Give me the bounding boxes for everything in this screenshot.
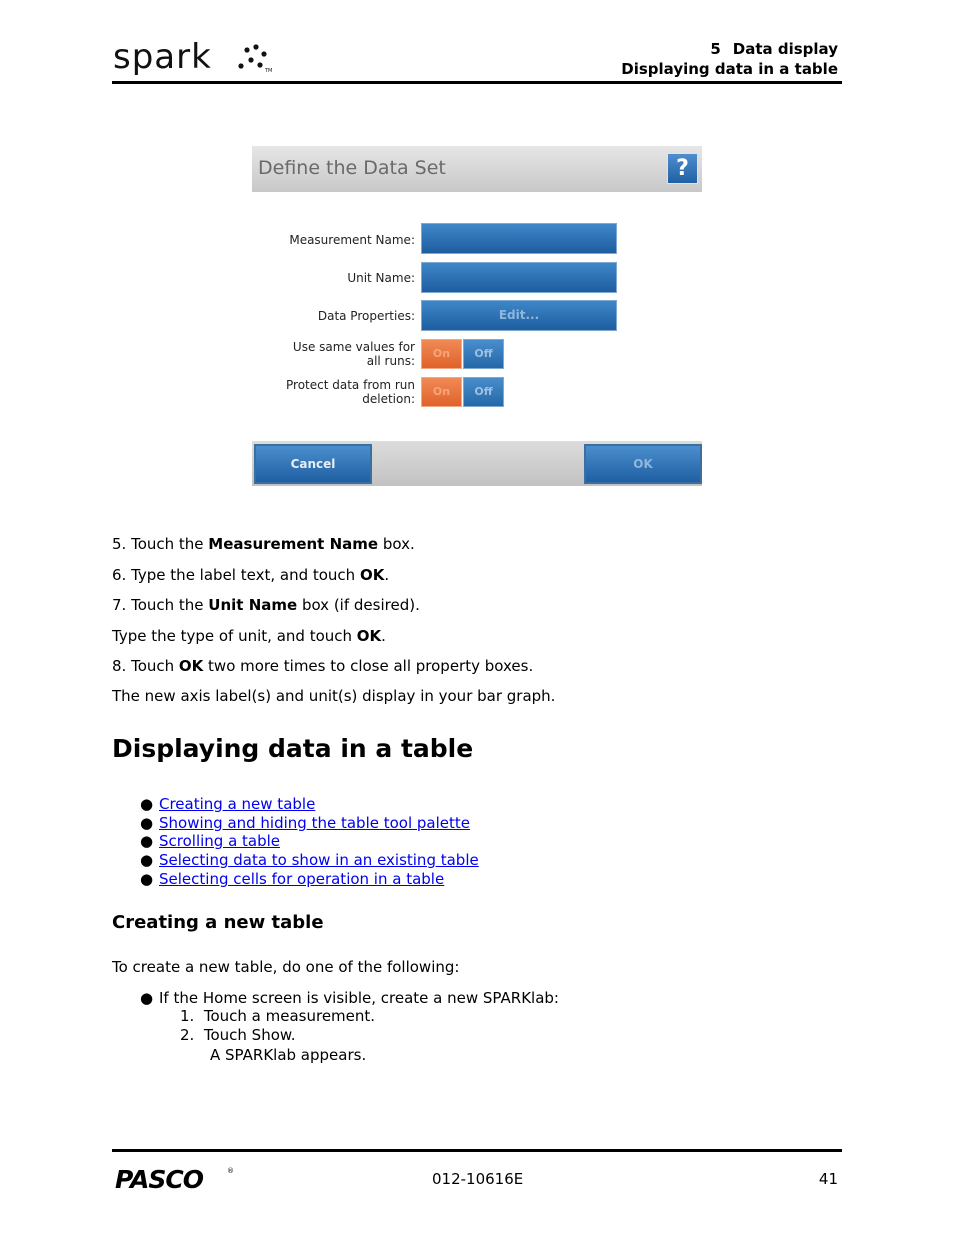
link-showing-hiding-palette[interactable]: Showing and hiding the table tool palette [159, 814, 471, 832]
protect-data-label-line2: deletion: [362, 392, 415, 406]
toc-item [140, 814, 470, 832]
bullet-icon: ● [140, 795, 154, 813]
step-5-text: 5. Touch the [112, 535, 209, 553]
unit-name-field [421, 262, 617, 293]
link-selecting-data[interactable]: Selecting data to show in an existing table [159, 851, 479, 869]
step-8-text: 8. Touch [112, 657, 179, 675]
numbered-item-2-num: 2. [180, 1026, 195, 1044]
step-7-text: 7. Touch the [112, 596, 209, 614]
protect-data-on-toggle: On [421, 377, 462, 407]
toc-item [140, 795, 315, 813]
dialog-title: Define the Data Set [258, 157, 446, 179]
bullet-icon: ● [140, 851, 154, 869]
toc-item [140, 851, 479, 869]
protect-data-off-toggle: Off [463, 377, 504, 407]
svg-text:TM: TM [265, 68, 273, 74]
pasco-logo-text: PASCO [115, 1165, 203, 1192]
footer-rule [112, 1149, 842, 1152]
step-7b-bold: OK [356, 627, 382, 645]
header-rule [112, 81, 842, 84]
bullet-icon: ● [140, 870, 154, 888]
same-values-on-toggle: On [421, 339, 462, 369]
page-number: 41 [818, 1170, 838, 1188]
dialog-title-bar [252, 146, 702, 192]
step-7 [112, 596, 420, 614]
bullet-item [140, 989, 559, 1007]
unit-name-label: Unit Name: [347, 271, 415, 285]
numbered-item-2 [180, 1026, 296, 1044]
help-button: ? [667, 153, 698, 184]
pasco-logo [115, 1164, 235, 1192]
cancel-button: Cancel [254, 444, 372, 484]
step-7-bold: Unit Name [208, 596, 298, 614]
chapter-number: 5 [710, 40, 721, 58]
define-data-set-dialog-image [252, 146, 702, 486]
step-5-tail: box. [378, 535, 415, 553]
step-8 [112, 657, 533, 675]
toc-item [140, 870, 444, 888]
header-chapter [710, 40, 838, 58]
document-number: 012-10616E [432, 1170, 524, 1188]
bullet-text: If the Home screen is visible, create a new SPARKlab: [159, 989, 559, 1007]
step-7-tail: box (if desired). [297, 596, 420, 614]
same-values-off-toggle: Off [463, 339, 504, 369]
step-6-tail: . [384, 566, 390, 584]
step-8-tail: two more times to close all property boxes. [203, 657, 534, 675]
subsection-heading: Creating a new table [112, 912, 324, 933]
link-scrolling-table[interactable]: Scrolling a table [159, 832, 281, 850]
result-text: A SPARKlab appears. [210, 1046, 367, 1064]
step-7b-tail: . [381, 627, 386, 645]
numbered-item-1-num: 1. [180, 1007, 195, 1025]
measurement-name-field [421, 223, 617, 254]
same-values-label [293, 340, 415, 368]
data-properties-label: Data Properties: [317, 309, 415, 323]
link-selecting-cells[interactable]: Selecting cells for operation in a table [159, 870, 445, 888]
bullet-icon: ● [140, 989, 154, 1007]
step-8-bold: OK [178, 657, 204, 675]
step-6-text: 6. Type the label text, and touch [112, 566, 360, 584]
toc-item [140, 832, 280, 850]
data-properties-edit-button: Edit... [421, 300, 617, 331]
numbered-item-1 [180, 1007, 375, 1025]
svg-text:®: ® [227, 1167, 234, 1175]
step-5 [112, 535, 415, 553]
ok-button: OK [584, 444, 702, 484]
same-values-label-line1: Use same values for [292, 340, 415, 354]
step-6-bold: OK [359, 566, 385, 584]
numbered-item-1-text: Touch a measurement. [203, 1007, 376, 1025]
link-creating-new-table[interactable]: Creating a new table [159, 795, 316, 813]
measurement-name-label: Measurement Name: [289, 233, 415, 247]
protect-data-label [286, 378, 415, 406]
step-6 [112, 566, 389, 584]
same-values-label-line2: all runs: [366, 354, 415, 368]
subsection-intro: To create a new table, do one of the following: [112, 958, 460, 976]
protect-data-label-line1: Protect data from run [286, 378, 415, 392]
chapter-title: Data display [732, 40, 838, 58]
logo-text: spark [113, 38, 212, 77]
bullet-icon: ● [140, 832, 154, 850]
numbered-item-2-text: Touch Show. [203, 1026, 296, 1044]
step-5-bold: Measurement Name [208, 535, 379, 553]
bullet-icon: ● [140, 814, 154, 832]
result-note: The new axis label(s) and unit(s) display in your bar graph. [112, 687, 556, 705]
header-section-title: Displaying data in a table [621, 60, 838, 78]
section-heading: Displaying data in a table [112, 734, 474, 763]
step-7b-text: Type the type of unit, and touch [112, 627, 357, 645]
spark-logo [113, 38, 278, 78]
step-7b [112, 627, 386, 645]
